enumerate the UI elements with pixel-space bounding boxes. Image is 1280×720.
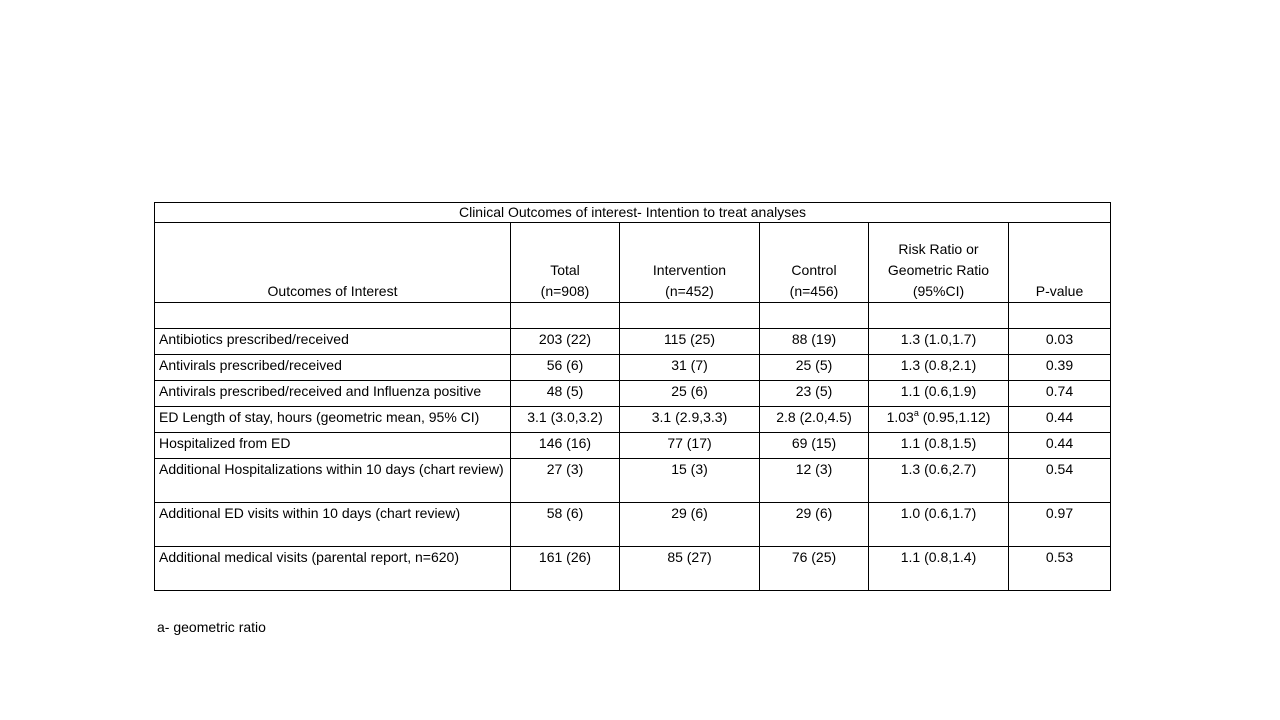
ratio-cell: 1.1 (0.6,1.9) bbox=[869, 381, 1009, 407]
superscript-a: a bbox=[913, 408, 919, 418]
footnote: a- geometric ratio bbox=[157, 619, 266, 635]
spacer-row bbox=[155, 303, 1111, 329]
control-cell: 69 (15) bbox=[760, 433, 869, 459]
ratio-cell: 1.03$^a$ (0.95,1.12) bbox=[869, 407, 1009, 433]
header-intervention: Intervention (n=452) bbox=[620, 223, 760, 303]
intervention-cell: 25 (6) bbox=[620, 381, 760, 407]
control-cell: 2.8 (2.0,4.5) bbox=[760, 407, 869, 433]
intervention-cell: 29 (6) bbox=[620, 503, 760, 547]
total-cell: 161 (26) bbox=[511, 547, 620, 591]
ratio-cell: 1.3 (0.6,2.7) bbox=[869, 459, 1009, 503]
ratio-cell: 1.3 (0.8,2.1) bbox=[869, 355, 1009, 381]
table-row bbox=[155, 547, 1111, 591]
control-cell: 12 (3) bbox=[760, 459, 869, 503]
pvalue-cell: 0.74 bbox=[1009, 381, 1111, 407]
pvalue-cell: 0.44 bbox=[1009, 407, 1111, 433]
clinical-outcomes-table bbox=[154, 202, 1111, 591]
total-cell: 48 (5) bbox=[511, 381, 620, 407]
table-row bbox=[155, 381, 1111, 407]
intervention-cell: 77 (17) bbox=[620, 433, 760, 459]
control-cell: 88 (19) bbox=[760, 329, 869, 355]
intervention-cell: 85 (27) bbox=[620, 547, 760, 591]
table-row bbox=[155, 355, 1111, 381]
ratio-cell: 1.1 (0.8,1.5) bbox=[869, 433, 1009, 459]
intervention-cell: 115 (25) bbox=[620, 329, 760, 355]
outcome-label: Additional Hospitalizations within 10 days (chart review) bbox=[155, 459, 511, 503]
control-cell: 76 (25) bbox=[760, 547, 869, 591]
pvalue-cell: 0.97 bbox=[1009, 503, 1111, 547]
intervention-cell: 15 (3) bbox=[620, 459, 760, 503]
pvalue-cell: 0.54 bbox=[1009, 459, 1111, 503]
table-title: Clinical Outcomes of interest- Intention to treat analyses bbox=[155, 203, 1111, 223]
intervention-cell: 3.1 (2.9,3.3) bbox=[620, 407, 760, 433]
header-outcome: Outcomes of Interest bbox=[155, 223, 511, 303]
outcome-label: ED Length of stay, hours (geometric mean, 95% CI) bbox=[155, 407, 511, 433]
control-cell: 29 (6) bbox=[760, 503, 869, 547]
table-row bbox=[155, 433, 1111, 459]
table-row bbox=[155, 407, 1111, 433]
pvalue-cell: 0.44 bbox=[1009, 433, 1111, 459]
total-cell: 203 (22) bbox=[511, 329, 620, 355]
outcome-label: Antibiotics prescribed/received bbox=[155, 329, 511, 355]
table-row bbox=[155, 503, 1111, 547]
pvalue-cell: 0.39 bbox=[1009, 355, 1111, 381]
control-cell: 23 (5) bbox=[760, 381, 869, 407]
outcome-label: Additional ED visits within 10 days (chart review) bbox=[155, 503, 511, 547]
outcome-label: Antivirals prescribed/received and Influenza positive bbox=[155, 381, 511, 407]
total-cell: 56 (6) bbox=[511, 355, 620, 381]
total-cell: 27 (3) bbox=[511, 459, 620, 503]
ratio-cell: 1.3 (1.0,1.7) bbox=[869, 329, 1009, 355]
total-cell: 3.1 (3.0,3.2) bbox=[511, 407, 620, 433]
table-row bbox=[155, 329, 1111, 355]
header-total: Total (n=908) bbox=[511, 223, 620, 303]
pvalue-cell: 0.53 bbox=[1009, 547, 1111, 591]
header-ratio: Risk Ratio or Geometric Ratio (95%CI) bbox=[869, 223, 1009, 303]
intervention-cell: 31 (7) bbox=[620, 355, 760, 381]
ratio-cell: 1.1 (0.8,1.4) bbox=[869, 547, 1009, 591]
outcome-label: Antivirals prescribed/received bbox=[155, 355, 511, 381]
header-pvalue: P-value bbox=[1009, 223, 1111, 303]
header-row bbox=[155, 223, 1111, 303]
total-cell: 58 (6) bbox=[511, 503, 620, 547]
outcome-label: Hospitalized from ED bbox=[155, 433, 511, 459]
total-cell: 146 (16) bbox=[511, 433, 620, 459]
pvalue-cell: 0.03 bbox=[1009, 329, 1111, 355]
table-row bbox=[155, 459, 1111, 503]
ratio-cell: 1.0 (0.6,1.7) bbox=[869, 503, 1009, 547]
outcome-label: Additional medical visits (parental report, n=620) bbox=[155, 547, 511, 591]
header-control: Control (n=456) bbox=[760, 223, 869, 303]
control-cell: 25 (5) bbox=[760, 355, 869, 381]
